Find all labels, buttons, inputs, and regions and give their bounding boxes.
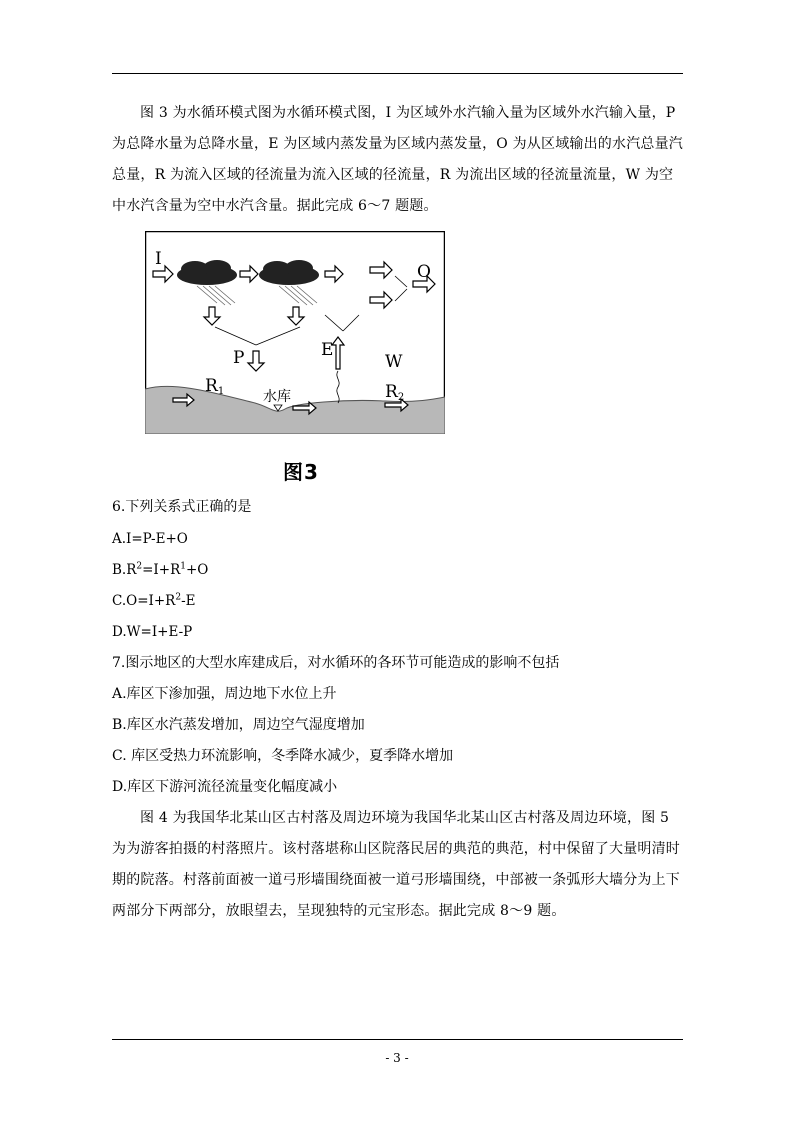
q7-option-a: A.库区下渗加强，周边地下水位上升 bbox=[112, 686, 337, 702]
q6-option-d: D.W=I+E-P bbox=[112, 624, 193, 640]
figure-caption: 图3 bbox=[283, 460, 319, 484]
label-reservoir: 水库 bbox=[263, 389, 291, 405]
footer-rule bbox=[112, 1039, 683, 1040]
header-rule bbox=[112, 73, 683, 74]
q7-option-b: B.库区水汽蒸发增加，周边空气湿度增加 bbox=[112, 717, 365, 733]
label-R2: R2 bbox=[385, 382, 405, 403]
fig4-paragraph: 图 4 为我国华北某山区古村落及周边环境为我国华北某山区古村落及周边环境，图 5 为为游客拍摄的村落照片。该村落堪称山区院落民居的典范的典范，村中保留了大量明清时期的院落。村落前面被一道弓形墙围绕面被一道弓形墙围绕，中部被一条弧形大墙分为上下两部分下两部分，放眼望去，呈现独特的元宝形态。据此完成 8～9 题。 bbox=[112, 810, 680, 919]
label-I: I bbox=[155, 249, 162, 269]
label-O: O bbox=[417, 262, 431, 282]
page-number: - 3 - bbox=[385, 1051, 409, 1065]
q7-option-d: D.库区下游河流径流量变化幅度减小 bbox=[112, 779, 338, 795]
water-cycle-figure bbox=[145, 231, 445, 434]
q6-option-c: $C.O=I+R^2-E$ bbox=[112, 592, 196, 609]
intro-paragraph: 图 3 为水循环模式图为水循环模式图，I 为区域外水汽输入量为区域外水汽输入量，P 为总降水量为总降水量，E 为区域内蒸发量为区域内蒸发量，O 为从区域输出的水汽总量汽总量，R 为流入区域的径流量为流入区域的径流量，R 为流出区域的径流量流量，W 为空中水汽含量为空中水汽含量。据此完成 6～7 题题。 bbox=[112, 105, 683, 214]
label-W: W bbox=[385, 352, 403, 372]
q6-option-a: A.I=P-E+O bbox=[112, 531, 188, 547]
cloud-left bbox=[177, 260, 237, 285]
cloud-right bbox=[259, 260, 319, 285]
q6-option-b: $B.R^2=I+R^1+O$ bbox=[112, 561, 209, 578]
label-E: E bbox=[321, 340, 334, 360]
label-P: P bbox=[233, 348, 245, 368]
label-R1: R1 bbox=[205, 376, 225, 397]
q7-option-c: C. 库区受热力环流影响，冬季降水减少，夏季降水增加 bbox=[112, 748, 454, 764]
q7-stem: 7.图示地区的大型水库建成后，对水循环的各环节可能造成的影响不包括 bbox=[112, 655, 560, 671]
q6-stem: 6.下列关系式正确的是 bbox=[112, 499, 252, 515]
